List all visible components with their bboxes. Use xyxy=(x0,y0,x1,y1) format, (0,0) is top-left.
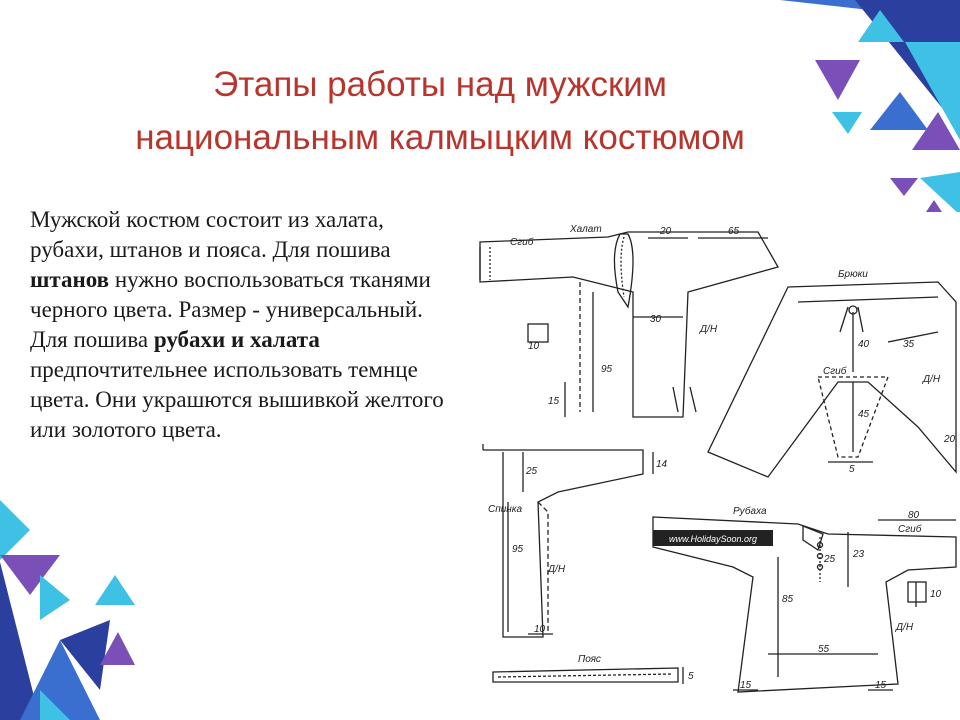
rubakha-dim-25: 25 xyxy=(824,554,836,565)
watermark-text: www.HolidaySoon.org xyxy=(668,534,758,544)
spinka-dim-10: 10 xyxy=(534,624,546,635)
bryuki-dim-45: 45 xyxy=(858,409,870,420)
rubakha-dim-15-left: 15 xyxy=(740,680,752,691)
paragraph-text: нужно воспользоваться тканями черного цвета. Размер - универсальный. Для пошива xyxy=(30,267,431,352)
bryuki-dim-35: 35 xyxy=(903,339,915,350)
deco-triangle xyxy=(95,575,135,605)
spinka-dim-25: 25 xyxy=(526,466,538,477)
rubakha-grain-label: Д/Н xyxy=(896,622,914,633)
khalat-dim-95: 95 xyxy=(601,364,613,375)
khalat-label: Халат xyxy=(570,224,602,235)
rubakha-dim-55: 55 xyxy=(818,644,830,655)
paragraph-bold-pants: штанов xyxy=(30,267,110,292)
khalat-dim-15: 15 xyxy=(548,396,560,407)
deco-triangle xyxy=(0,500,30,560)
bryuki-dim-40: 40 xyxy=(858,339,870,350)
spinka-grain-label: Д/Н xyxy=(548,564,566,575)
bryuki-dim-5: 5 xyxy=(849,464,855,475)
body-paragraph xyxy=(30,205,460,445)
rubakha-label: Рубаха xyxy=(733,506,767,517)
khalat-fold-label: Сгиб xyxy=(510,237,534,248)
deco-triangle xyxy=(40,575,70,620)
slide-title xyxy=(40,58,840,164)
spinka-label: Спинка xyxy=(488,504,523,515)
paragraph-bold-shirt-robe: рубахи и халата xyxy=(153,327,320,352)
khalat-dim-30: 30 xyxy=(650,314,662,325)
rubakha-dim-23: 23 xyxy=(853,549,865,560)
poyas-label: Пояс xyxy=(578,654,601,665)
deco-triangle xyxy=(870,92,928,130)
khalat-dim-20: 20 xyxy=(660,226,672,237)
rubakha-dim-10: 10 xyxy=(930,589,942,600)
sewing-pattern-diagram xyxy=(468,212,960,712)
khalat-dim-65: 65 xyxy=(728,226,740,237)
paragraph-text: предпочтительнее использовать темнце цвета. Они украшются вышивкой желтого или золотого цвета. xyxy=(30,357,444,442)
spinka-dim-95: 95 xyxy=(512,544,524,555)
khalat-grain-label: Д/Н xyxy=(700,324,718,335)
title-line-1: Этапы работы над мужским xyxy=(213,65,667,104)
bryuki-fold-label: Сгиб xyxy=(823,366,847,377)
bryuki-label: Брюки xyxy=(838,269,868,280)
rubakha-dim-15-right: 15 xyxy=(875,680,887,691)
rubakha-fold-label: Сгиб xyxy=(898,524,922,535)
rubakha-dim-85: 85 xyxy=(782,594,794,605)
paragraph-text: Мужской костюм состоит из халата, рубахи, штанов и пояса. Для пошива xyxy=(30,207,391,262)
deco-triangle xyxy=(920,172,960,215)
bryuki-dim-20: 20 xyxy=(944,434,956,445)
title-line-2: национальным калмыцким костюмом xyxy=(135,118,745,157)
rubakha-dim-80: 80 xyxy=(908,510,920,521)
poyas-dim-5: 5 xyxy=(688,671,694,682)
khalat-dim-10: 10 xyxy=(528,341,540,352)
deco-triangle xyxy=(890,178,918,196)
bryuki-grain-label: Д/Н xyxy=(923,374,941,385)
spinka-dim-14: 14 xyxy=(656,459,668,470)
